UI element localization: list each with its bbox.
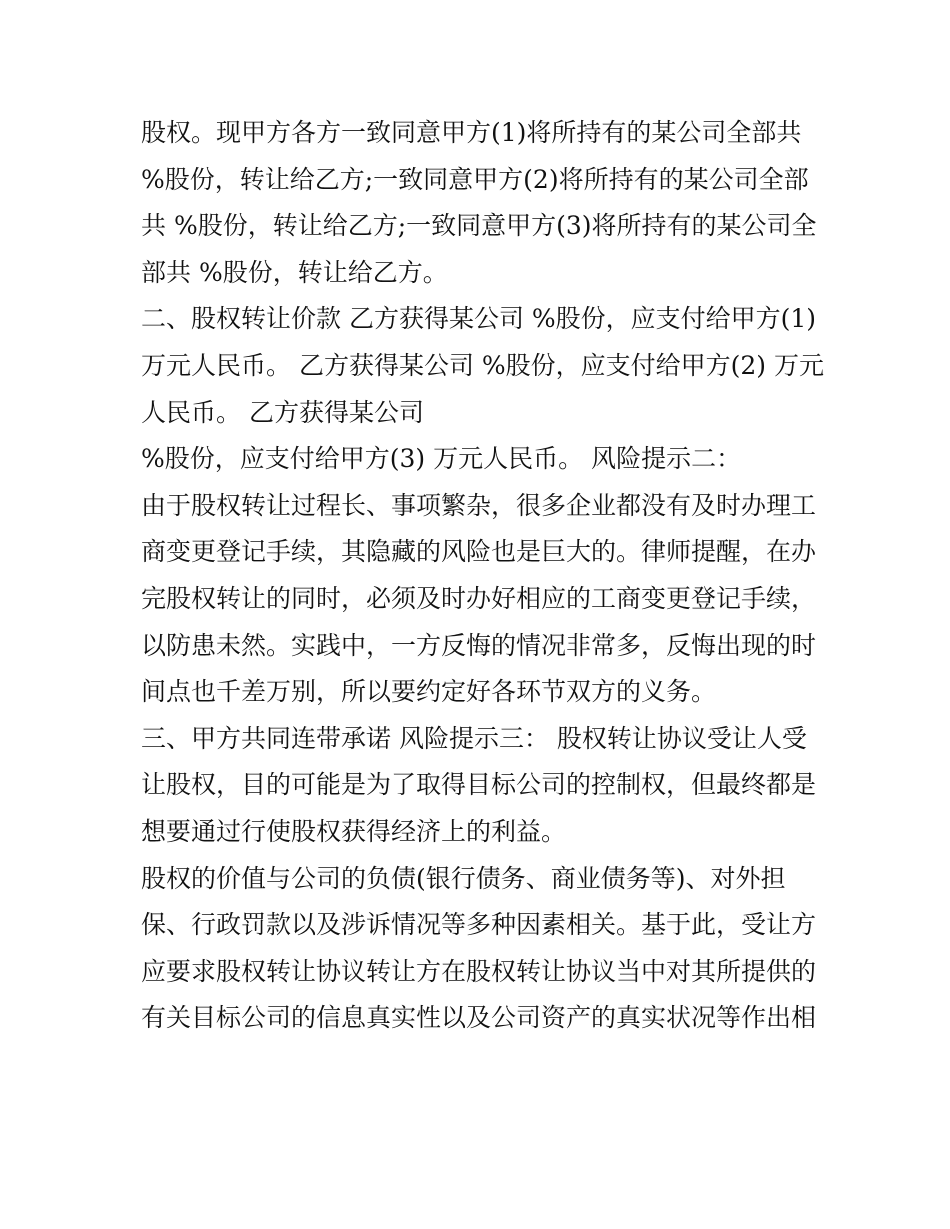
text-line: 商变更登记手续，其隐藏的风险也是巨大的。律师提醒，在办 — [141, 537, 817, 567]
text-line: 部共 %股份，转让给乙方。 — [141, 257, 448, 287]
text-line: 应要求股权转让协议转让方在股权转让协议当中对其所提供的 — [141, 956, 817, 986]
text-line: 人民币。 乙方获得某公司 — [141, 397, 424, 427]
text-line: %股份，转让给乙方;一致同意甲方(2)将所持有的某公司全部 — [141, 164, 809, 194]
text-line: 三、甲方共同连带承诺 风险提示三： 股权转让协议受让人受 — [141, 723, 807, 753]
text-line: 万元人民币。 乙方获得某公司 %股份，应支付给甲方(2) 万元 — [141, 350, 825, 380]
text-line: 由于股权转让过程长、事项繁杂，很多企业都没有及时办理工 — [141, 490, 817, 520]
text-line: 有关目标公司的信息真实性以及公司资产的真实状况等作出相 — [141, 1003, 817, 1033]
text-line: 完股权转让的同时，必须及时办好相应的工商变更登记手续， — [141, 583, 817, 613]
text-line: 以防患未然。实践中，一方反悔的情况非常多，反悔出现的时 — [141, 630, 817, 660]
text-line: 想要通过行使股权获得经济上的利益。 — [141, 816, 567, 846]
text-line: 股权的价值与公司的负债(银行债务、商业债务等)、对外担 — [141, 863, 786, 893]
text-line: 二、股权转让价款 乙方获得某公司 %股份，应支付给甲方(1) — [141, 304, 817, 334]
text-line: %股份，应支付给甲方(3) 万元人民币。 风险提示二： — [141, 444, 742, 474]
document-body — [141, 110, 825, 1042]
text-line: 共 %股份，转让给乙方;一致同意甲方(3)将所持有的某公司全 — [141, 211, 817, 241]
text-line: 保、行政罚款以及涉诉情况等多种因素相关。基于此，受让方 — [141, 910, 817, 940]
text-line: 让股权，目的可能是为了取得目标公司的控制权，但最终都是 — [141, 770, 817, 800]
text-line: 股权。现甲方各方一致同意甲方(1)将所持有的某公司全部共 — [141, 118, 802, 147]
text-line: 间点也千差万别，所以要约定好各环节双方的义务。 — [141, 677, 717, 707]
